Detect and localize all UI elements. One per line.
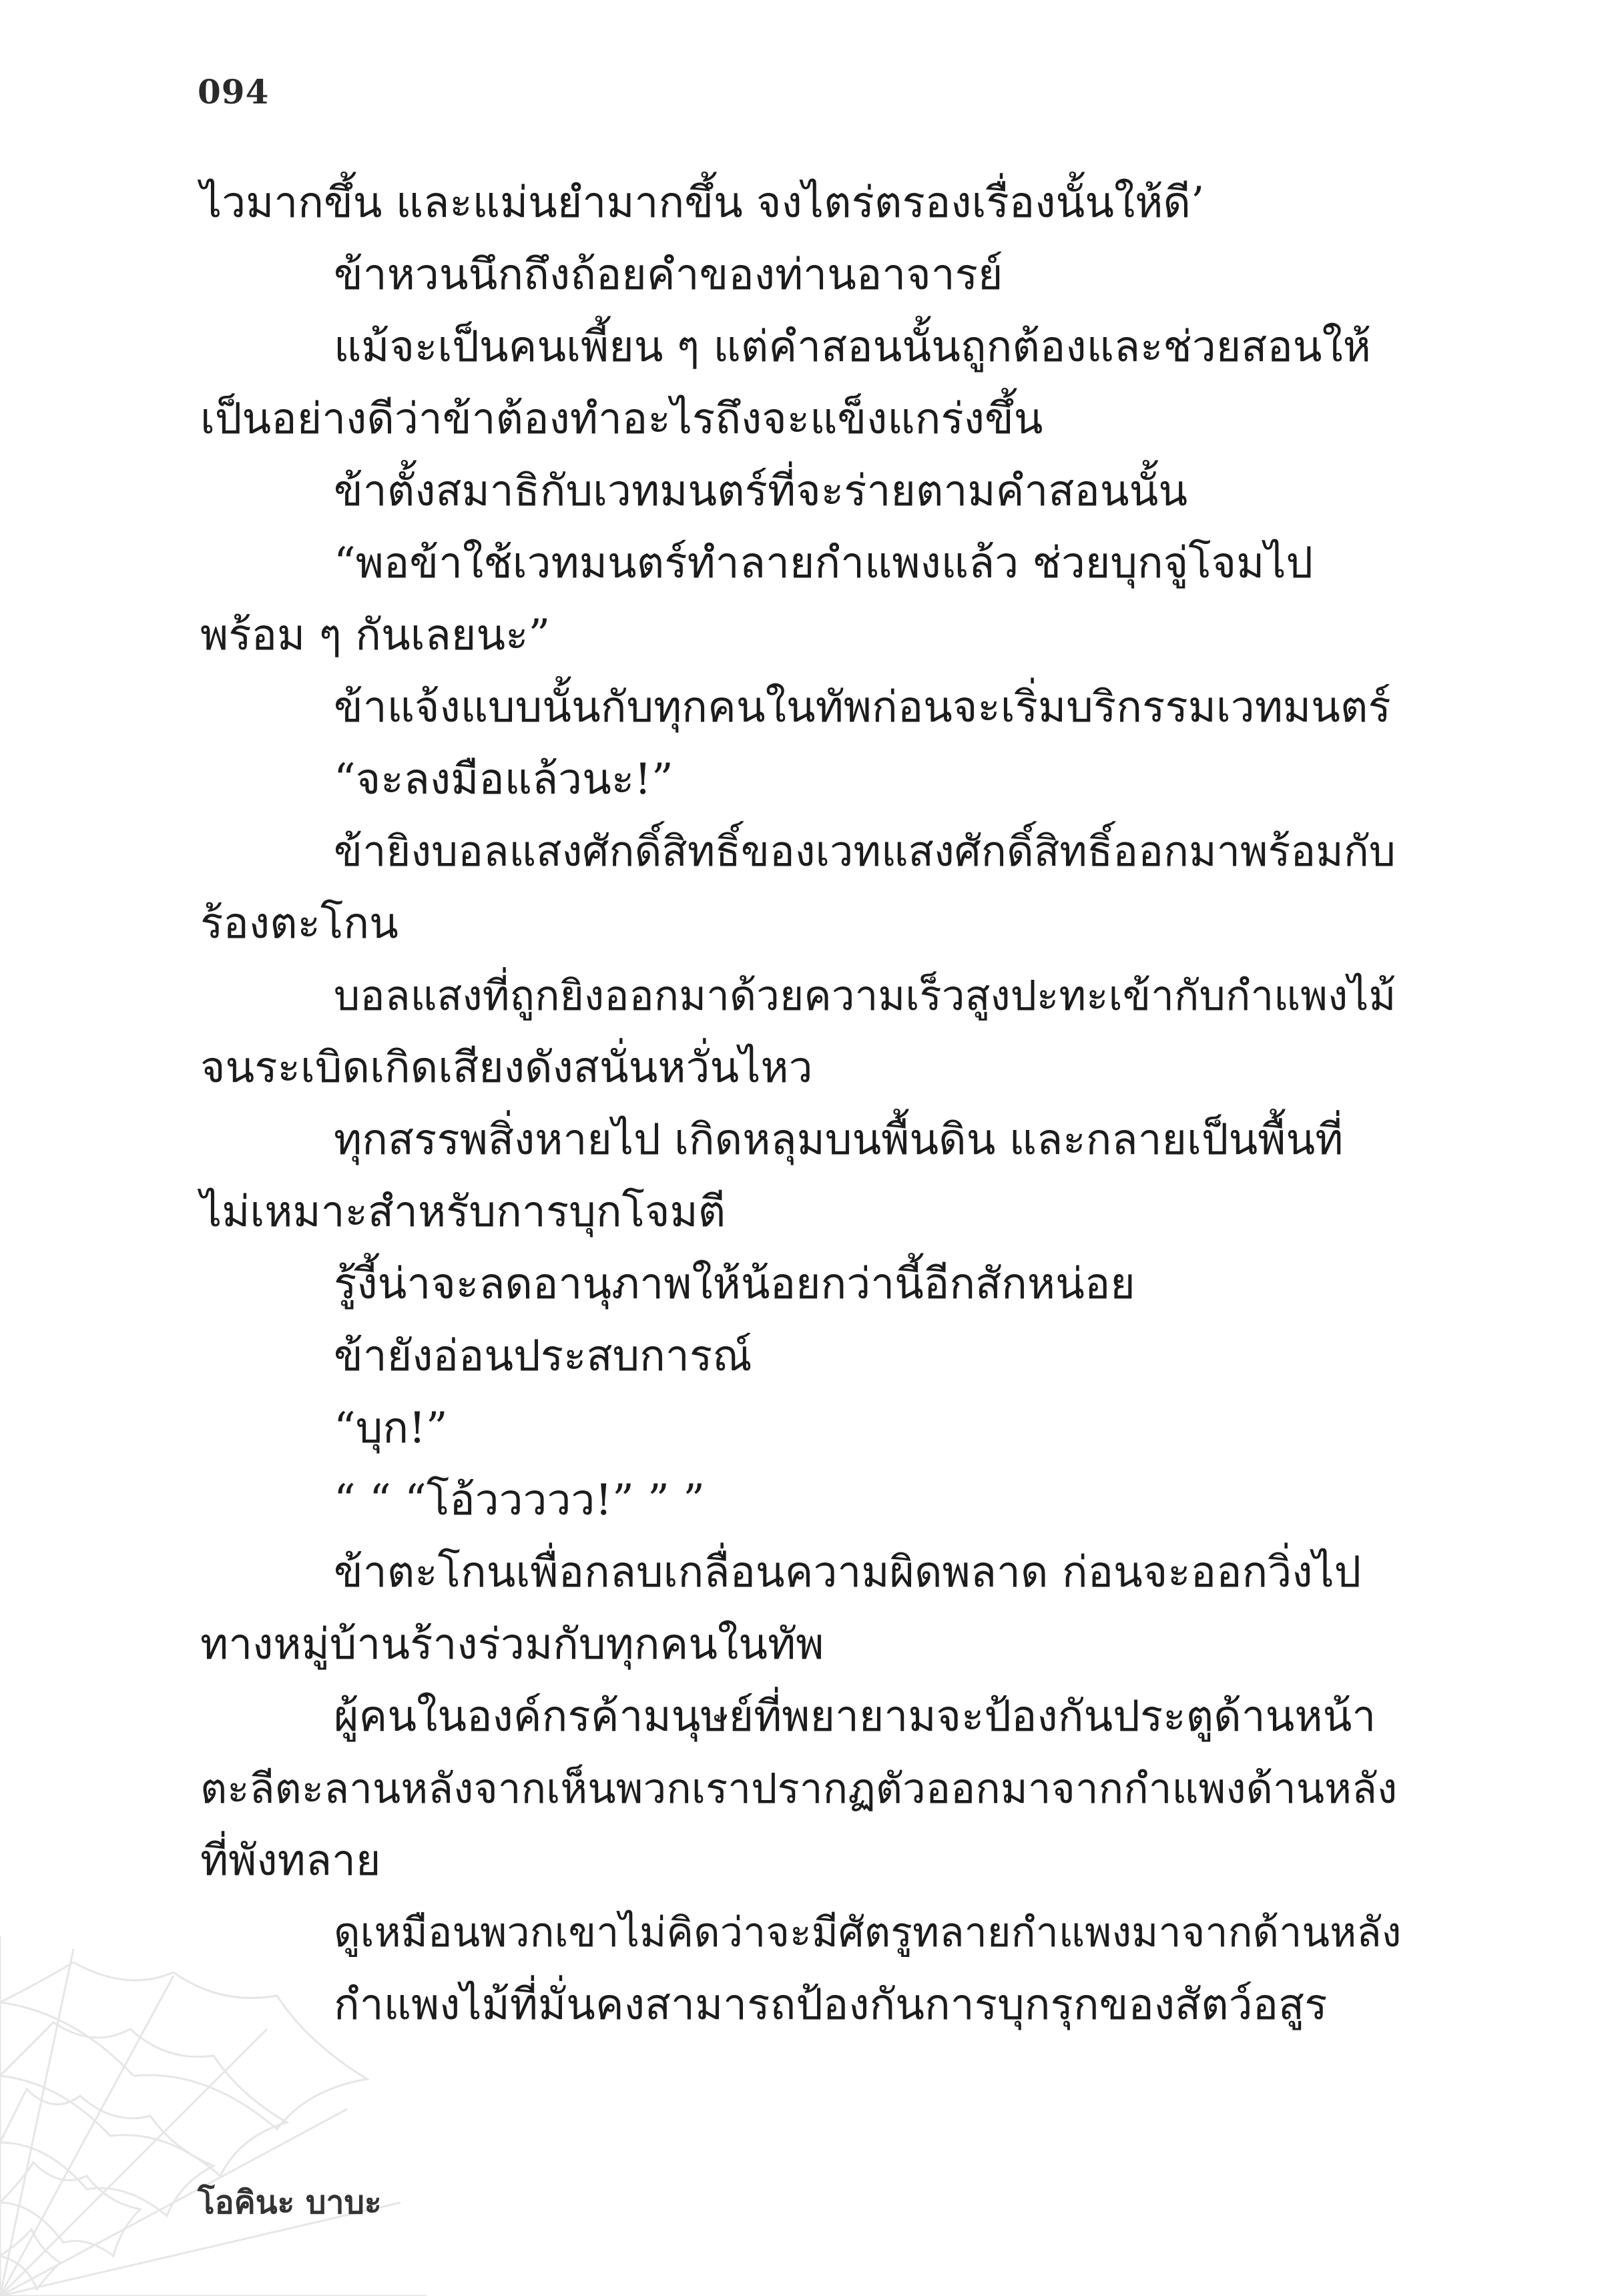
text-line: บอลแสงที่ถูกยิงออกมาด้วยความเร็วสูงปะทะเข้ากับกำแพงไม้ bbox=[334, 971, 1396, 1020]
text-line: ข้าตั้งสมาธิกับเวทมนตร์ที่จะร่ายตามคำสอนนั้น bbox=[334, 467, 1188, 516]
text-line: จนระเบิดเกิดเสียงดังสนั่นหวั่นไหว bbox=[200, 1043, 813, 1093]
text-line: พร้อม ๆ กันเลยนะ” bbox=[200, 611, 551, 660]
text-line: กำแพงไม้ที่มั่นคงสามารถป้องกันการบุกรุกของสัตว์อสูร bbox=[334, 1980, 1328, 2030]
text-line: ไวมากขึ้น และแม่นยำมากขึ้น จงไตร่ตรองเรื่องนั้นให้ดี’ bbox=[200, 178, 1205, 228]
text-line: ข้ายังอ่อนประสบการณ์ bbox=[334, 1332, 752, 1381]
text-line: ข้าตะโกนเพื่อกลบเกลื่อนความผิดพลาด ก่อนจะออกวิ่งไป bbox=[334, 1548, 1362, 1597]
text-line: “ “ “โอ้ววววว!” ” ” bbox=[334, 1476, 705, 1525]
text-line: ร้องตะโกน bbox=[200, 899, 398, 948]
text-line: รู้งี้น่าจะลดอานุภาพให้น้อยกว่านี้อีกสักหน่อย bbox=[334, 1259, 1135, 1309]
text-line: ดูเหมือนพวกเขาไม่คิดว่าจะมีศัตรูทลายกำแพงมาจากด้านหลัง bbox=[334, 1909, 1402, 1956]
text-line: ข้าแจ้งแบบนั้นกับทุกคนในทัพก่อนจะเริ่มบริกรรมเวทมนตร์ bbox=[334, 683, 1391, 732]
text-line: เป็นอย่างดีว่าข้าต้องทำอะไรถึงจะแข็งแกร่งขึ้น bbox=[200, 394, 1043, 444]
text-line: ตะลีตะลานหลังจากเห็นพวกเราปรากฏตัวออกมาจากกำแพงด้านหลัง bbox=[200, 1764, 1398, 1813]
text-line: ไม่เหมาะสำหรับการบุกโจมตี bbox=[200, 1187, 726, 1237]
text-line: แม้จะเป็นคนเพี้ยน ๆ แต่คำสอนนั้นถูกต้องและช่วยสอนให้ bbox=[334, 322, 1371, 372]
text-line: ข้ายิงบอลแสงศักดิ์สิทธิ์ของเวทแสงศักดิ์สิทธิ์ออกมาพร้อมกับ bbox=[334, 827, 1396, 876]
author-name: โอคินะ บาบะ bbox=[198, 2184, 382, 2221]
text-line: ทุกสรรพสิ่งหายไป เกิดหลุมบนพื้นดิน และกลายเป็นพื้นที่ bbox=[334, 1115, 1344, 1165]
text-line: “จะลงมือแล้วนะ!” bbox=[334, 755, 674, 804]
text-line: ผู้คนในองค์กรค้ามนุษย์ที่พยายามจะป้องกันประตูด้านหน้า bbox=[334, 1692, 1376, 1741]
text-line: “บุก!” bbox=[334, 1404, 448, 1453]
text-line: ที่พังทลาย bbox=[200, 1836, 381, 1886]
page-number: 094 bbox=[198, 72, 270, 111]
text-line: “พอข้าใช้เวทมนตร์ทำลายกำแพงแล้ว ช่วยบุกจู่โจมไป bbox=[334, 539, 1314, 588]
text-line: ทางหมู่บ้านร้างร่วมกับทุกคนในทัพ bbox=[200, 1620, 824, 1669]
text-line: ข้าหวนนึกถึงถ้อยคำของท่านอาจารย์ bbox=[334, 250, 1003, 300]
